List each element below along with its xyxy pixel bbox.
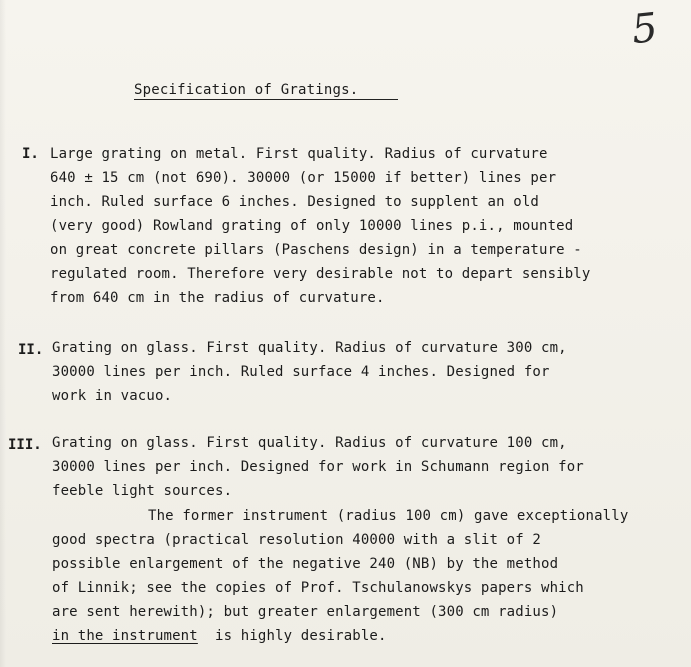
section-3-line: 30000 lines per inch. Designed for work in Schumann region for <box>52 459 584 475</box>
section-1-line: regulated room. Therefore very desirable not to depart sensibly <box>50 266 591 282</box>
section-3-line: Grating on glass. First quality. Radius of curvature 100 cm, <box>52 435 567 451</box>
handwritten-page-number: 5 <box>629 4 660 54</box>
section-1-line: from 640 cm in the radius of curvature. <box>50 290 385 306</box>
section-2-line: 30000 lines per inch. Ruled surface 4 inches. Designed for <box>52 364 550 380</box>
section-2-line: work in vacuo. <box>52 388 173 404</box>
section-numeral-3: III. <box>8 437 42 453</box>
section-3-line: feeble light sources. <box>52 483 233 499</box>
underlined-phrase: in the instrument <box>52 628 198 644</box>
section-3-last-line-rest: is highly desirable. <box>215 628 387 644</box>
section-1-line: Large grating on metal. First quality. Radius of curvature <box>50 146 548 162</box>
section-3-line: of Linnik; see the copies of Prof. Tschulanowskys papers which <box>52 580 584 596</box>
section-1-line: (very good) Rowland grating of only 10000 lines p.i., mounted <box>50 218 574 234</box>
title-underline <box>134 99 398 100</box>
section-3-last-line <box>52 628 387 644</box>
section-1-line: on great concrete pillars (Paschens design) in a temperature - <box>50 242 582 258</box>
section-3-line: The former instrument (radius 100 cm) gave exceptionally <box>148 508 629 524</box>
section-numeral-2: II. <box>18 342 44 358</box>
section-1-line: 640 ± 15 cm (not 690). 30000 (or 15000 if better) lines per <box>50 170 557 186</box>
document-title: Specification of Gratings. <box>134 82 359 98</box>
section-3-line: are sent herewith); but greater enlargement (300 cm radius) <box>52 604 559 620</box>
section-3-line: good spectra (practical resolution 40000 with a slit of 2 <box>52 532 541 548</box>
section-numeral-1: I. <box>22 146 39 162</box>
section-1-line: inch. Ruled surface 6 inches. Designed to supplent an old <box>50 194 539 210</box>
section-2-line: Grating on glass. First quality. Radius of curvature 300 cm, <box>52 340 567 356</box>
section-3-line: possible enlargement of the negative 240 (NB) by the method <box>52 556 559 572</box>
